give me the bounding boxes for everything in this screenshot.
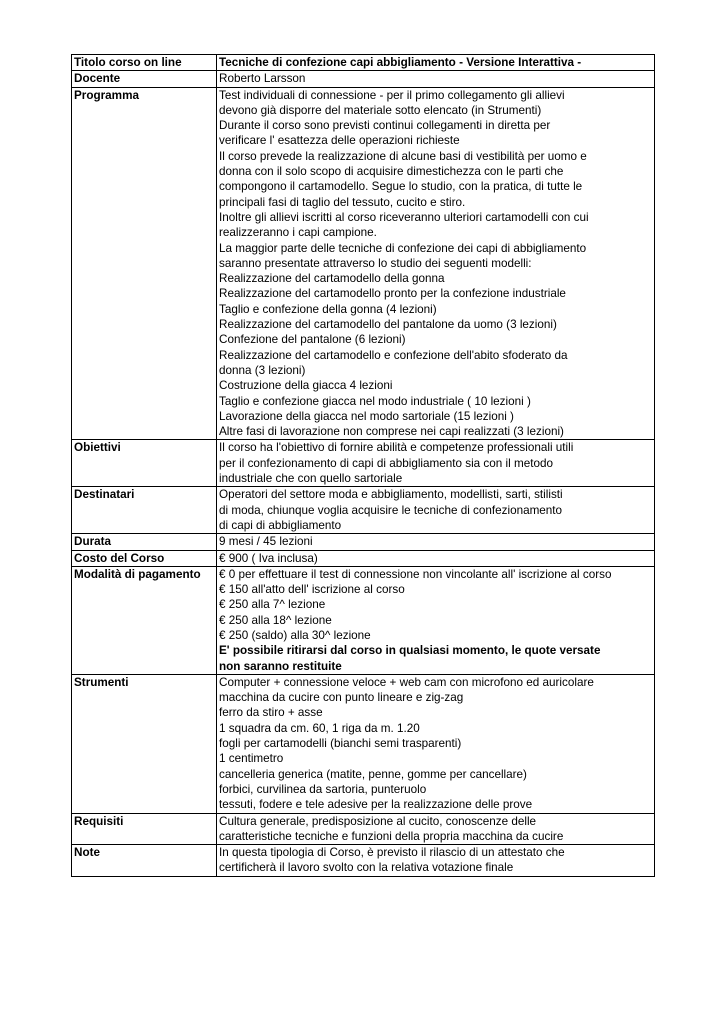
row-value [217,845,655,877]
value-line: € 250 (saldo) alla 30^ lezione [219,628,371,642]
value-line: di capi di abbigliamento [219,518,342,532]
value-line: verificare l' esattezza delle operazioni richieste [219,134,460,148]
value-line: tessuti, fodere e tele adesive per la realizzazione delle prove [219,798,533,812]
value-line: realizzeranno i capi campione. [219,226,377,240]
value-line: Taglio e confezione della gonna (4 lezioni) [219,302,437,316]
table-row [72,487,655,534]
value-line: Realizzazione del cartamodello e confezione dell'abito sfoderato da [219,348,568,362]
row-value [217,566,655,674]
course-info-table [71,54,655,877]
value-line: forbici, curvilinea da sartoria, punteruolo [219,782,427,796]
value-line: Lavorazione della giacca nel modo sartoriale (15 lezioni ) [219,409,514,423]
row-value [217,55,655,71]
row-value [217,534,655,550]
value-line: 9 mesi / 45 lezioni [219,535,313,549]
value-line-bold: non saranno restituite [219,659,342,673]
row-value [217,487,655,534]
value-line: cancelleria generica (matite, penne, gomme per cancellare) [219,767,527,781]
value-line: € 150 all'atto dell' iscrizione al corso [219,583,405,597]
value-line: industriale che con quello sartoriale [219,472,403,486]
row-label: Costo del Corso [72,550,217,566]
value-line: di moda, chiunque voglia acquisire le tecniche di confezionamento [219,503,563,517]
value-line: Taglio e confezione giacca nel modo industriale ( 10 lezioni ) [219,394,531,408]
value-line: macchina da cucire con punto lineare e zig-zag [219,691,464,705]
row-value [217,440,655,487]
value-line: € 900 ( Iva inclusa) [219,551,318,565]
row-value [217,550,655,566]
value-line: Realizzazione del cartamodello pronto per la confezione industriale [219,287,566,301]
value-line: fogli per cartamodelli (bianchi semi trasparenti) [219,737,462,751]
value-line: Il corso ha l'obiettivo di fornire abilità e competenze professionali utili [219,441,574,455]
value-line: 1 centimetro [219,752,284,766]
value-line: Operatori del settore moda e abbigliamento, modellisti, sarti, stilisti [219,488,563,502]
value-line: donna con il solo scopo di acquisire dimestichezza con le parti che [219,165,564,179]
table-row [72,534,655,550]
value-line: € 250 alla 7^ lezione [219,598,326,612]
value-line: Il corso prevede la realizzazione di alcune basi di vestibilità per uomo e [219,149,587,163]
table-row [72,55,655,71]
value-line: Test individuali di connessione - per il primo collegamento gli allievi [219,88,565,102]
row-label: Obiettivi [72,440,217,487]
table-row [72,71,655,87]
table-row [72,845,655,877]
row-value [217,71,655,87]
value-line: compongono il cartamodello. Segue lo studio, con la pratica, di tutte le [219,180,583,194]
value-line: caratteristiche tecniche e funzioni della propria macchina da cucire [219,829,564,843]
row-value [217,87,655,440]
value-line: Roberto Larsson [219,72,306,86]
value-line: Tecniche di confezione capi abbigliamento - Versione Interattiva - [219,56,582,69]
row-value [217,813,655,845]
value-line: 1 squadra da cm. 60, 1 riga da m. 1.20 [219,721,420,735]
value-line: Cultura generale, predisposizione al cucito, conoscenze delle [219,814,537,828]
row-label: Strumenti [72,674,217,813]
value-line: devono già disporre del materiale sotto elencato (in Strumenti) [219,103,542,117]
value-line: principali fasi di taglio del tessuto, cucito e stiro. [219,195,466,209]
row-label: Modalità di pagamento [72,566,217,674]
table-row [72,566,655,674]
row-value [217,674,655,813]
value-line: Computer + connessione veloce + web cam con microfono ed auricolare [219,675,594,689]
table-row [72,440,655,487]
value-line: Durante il corso sono previsti continui collegamenti in diretta per [219,119,551,133]
value-line: € 0 per effettuare il test di connessione non vincolante all' iscrizione al corso [219,567,612,581]
row-label: Requisiti [72,813,217,845]
row-label: Durata [72,534,217,550]
row-label: Programma [72,87,217,440]
value-line-bold: E' possibile ritirarsi dal corso in qualsiasi momento, le quote versate [219,644,601,658]
value-line: Altre fasi di lavorazione non comprese nei capi realizzati (3 lezioni) [219,425,564,439]
value-line: Realizzazione del cartamodello della gonna [219,272,445,286]
value-line: In questa tipologia di Corso, è previsto il rilascio di un attestato che [219,846,565,860]
value-line: € 250 alla 18^ lezione [219,613,332,627]
row-label: Note [72,845,217,877]
course-info-table-body [72,55,655,877]
value-line: Costruzione della giacca 4 lezioni [219,379,393,393]
value-line: ferro da stiro + asse [219,706,323,720]
value-line: Realizzazione del cartamodello del pantalone da uomo (3 lezioni) [219,318,557,332]
row-label: Titolo corso on line [72,55,217,71]
value-line: certificherà il lavoro svolto con la relativa votazione finale [219,861,514,875]
table-row [72,87,655,440]
value-line: per il confezionamento di capi di abbigliamento sia con il metodo [219,456,553,470]
value-line: donna (3 lezioni) [219,363,306,377]
table-row [72,674,655,813]
row-label: Docente [72,71,217,87]
value-line: Inoltre gli allievi iscritti al corso riceveranno ulteriori cartamodelli con cui [219,210,589,224]
row-label: Destinatari [72,487,217,534]
value-line: Confezione del pantalone (6 lezioni) [219,333,406,347]
value-line: La maggior parte delle tecniche di confezione dei capi di abbigliamento [219,241,587,255]
value-line: saranno presentate attraverso lo studio dei seguenti modelli: [219,256,532,270]
table-row [72,813,655,845]
table-row [72,550,655,566]
